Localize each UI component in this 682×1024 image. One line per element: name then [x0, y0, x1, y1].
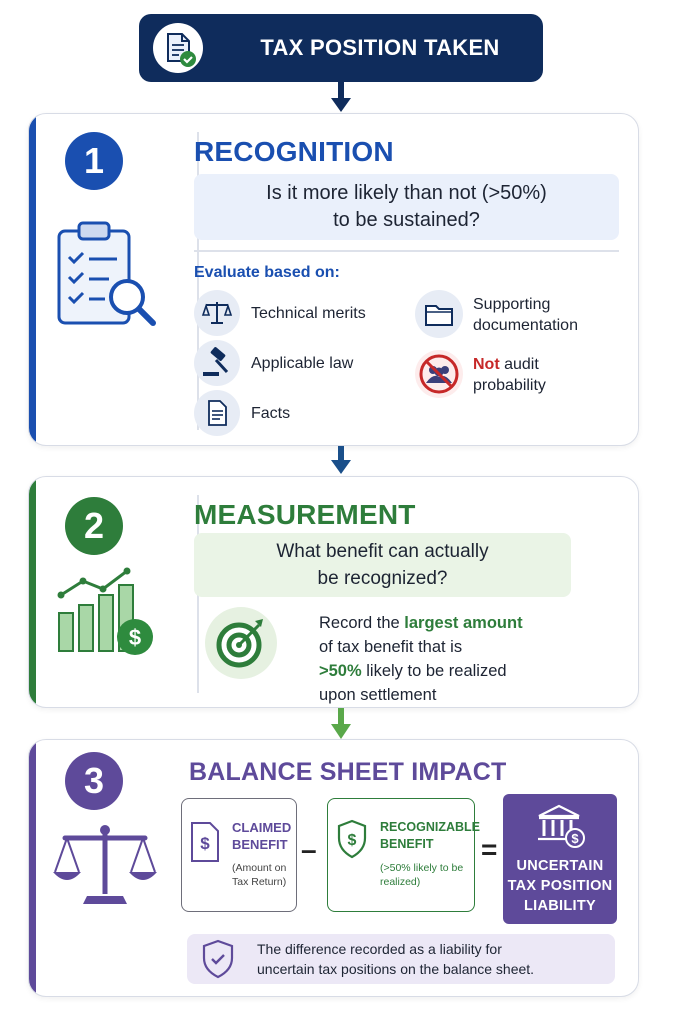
evaluate-label: Evaluate based on:	[194, 264, 340, 281]
question-line: Is it more likely than not (>50%)	[266, 182, 547, 204]
scales-icon	[194, 290, 240, 336]
bar-chart-dollar-icon	[51, 565, 161, 660]
step-number: 3	[65, 752, 123, 810]
document-check-icon	[153, 23, 203, 73]
liability-line: LIABILITY	[524, 898, 596, 914]
criterion-facts: Facts	[251, 405, 291, 422]
claimed-line: CLAIMED	[232, 820, 292, 835]
record-pre: Record the	[319, 614, 405, 632]
svg-text:$: $	[200, 834, 210, 853]
recognition-title: RECOGNITION	[194, 136, 394, 167]
document-icon	[194, 390, 240, 436]
note-line: The difference recorded as a liability for	[257, 941, 502, 957]
minus-operator: –	[301, 834, 317, 865]
claimed-sub-line: Tax Return)	[232, 876, 287, 888]
equals-operator: =	[481, 834, 498, 865]
step-number: 2	[65, 497, 123, 555]
scales-of-justice-icon	[49, 822, 161, 912]
shield-check-icon	[201, 939, 235, 979]
recognizable-sub-line: (>50% likely to be	[380, 862, 464, 874]
down-arrow-icon	[329, 446, 353, 478]
claimed-title	[232, 819, 291, 853]
measurement-card	[28, 476, 639, 708]
record-line	[319, 659, 523, 683]
bank-dollar-icon	[535, 802, 587, 850]
balance-sheet-card	[28, 739, 639, 997]
folder-icon	[415, 290, 463, 338]
claimed-benefit-box	[181, 798, 297, 912]
measurement-record-text	[319, 611, 523, 707]
recognizable-benefit-box	[327, 798, 480, 912]
balance-sheet-title: BALANCE SHEET IMPACT	[189, 758, 507, 786]
recognition-card	[28, 113, 639, 446]
not-emphasis: Not	[473, 356, 500, 373]
note-line: uncertain tax positions on the balance sheet.	[257, 961, 535, 977]
record-line: of tax benefit that is	[319, 638, 463, 656]
target-icon	[205, 607, 277, 679]
checklist-magnifier-icon	[53, 219, 163, 334]
liability-label	[503, 856, 617, 916]
recognizable-line: RECOGNIZABLE	[380, 820, 480, 834]
question-line: to be sustained?	[333, 209, 480, 231]
claimed-sub	[232, 861, 286, 889]
svg-text:$: $	[571, 831, 579, 846]
claimed-sub-line: (Amount on	[232, 862, 287, 874]
label-line: documentation	[473, 317, 578, 334]
no-audit-icon	[415, 350, 463, 398]
record-line: upon settlement	[319, 686, 437, 704]
note-text	[257, 939, 534, 979]
recognizable-sub-line: realized)	[380, 876, 421, 888]
record-rest: likely to be realized	[361, 662, 507, 680]
criterion-audit-probability	[473, 354, 546, 396]
svg-text:$: $	[347, 832, 357, 849]
recognizable-sub	[380, 861, 463, 889]
down-arrow-icon	[329, 82, 353, 114]
gavel-icon	[194, 340, 240, 386]
measurement-title: MEASUREMENT	[194, 499, 416, 530]
shield-dollar-icon	[336, 819, 368, 859]
step-number: 1	[65, 132, 123, 190]
recognizable-line: BENEFIT	[380, 837, 434, 851]
liability-line: TAX POSITION	[507, 878, 613, 894]
question-line: What benefit can actually	[276, 541, 489, 562]
document-dollar-icon	[190, 821, 220, 863]
down-arrow-icon	[329, 708, 353, 742]
record-percent: >50%	[319, 662, 362, 680]
label-line: probability	[473, 377, 546, 394]
recognizable-title	[380, 819, 480, 853]
section-divider	[194, 250, 619, 252]
record-highlight: largest amount	[404, 614, 523, 632]
question-line: be recognized?	[317, 568, 448, 589]
audit-text: audit	[499, 356, 539, 373]
liability-line: UNCERTAIN	[516, 858, 604, 874]
claimed-line: BENEFIT	[232, 837, 288, 852]
label-line	[473, 354, 546, 375]
recognition-question	[194, 174, 619, 240]
measurement-question	[194, 533, 571, 597]
criterion-applicable-law: Applicable law	[251, 355, 354, 372]
uncertain-liability-box	[503, 794, 617, 924]
liability-note	[187, 934, 615, 984]
header-title: TAX POSITION TAKEN	[260, 35, 500, 60]
tax-position-header	[139, 14, 543, 82]
record-line	[319, 611, 523, 635]
label-line: Supporting	[473, 296, 551, 313]
svg-text:$: $	[128, 625, 142, 650]
criterion-technical-merits: Technical merits	[251, 305, 366, 322]
criterion-supporting-documentation	[473, 294, 578, 336]
